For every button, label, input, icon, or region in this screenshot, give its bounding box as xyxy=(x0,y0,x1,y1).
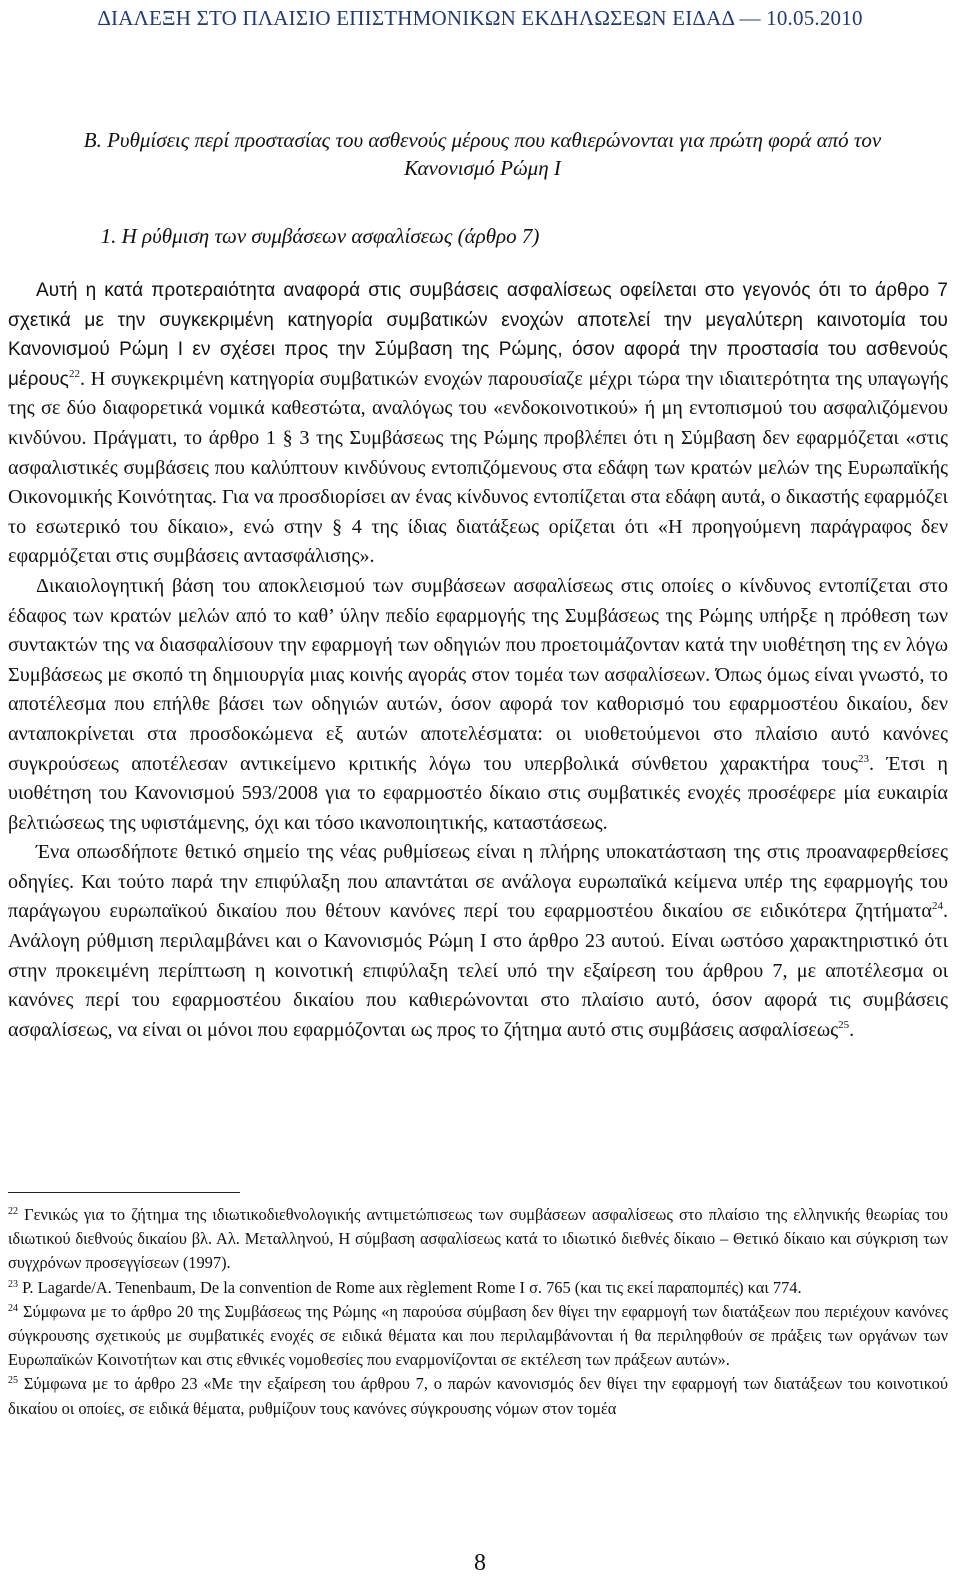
footnote-number: 25 xyxy=(8,1375,18,1387)
footnote xyxy=(8,1276,948,1300)
footnote-text: Σύμφωνα με το άρθρο 23 «Με την εξαίρεση του άρθρου 7, ο παρών κανονισμός δεν θίγει την εφαρμογή των διατάξεων του κοινοτικού δικαίου οι οποίες, σε ειδικά θέματα, ρυθμίζουν τους κανόνες σύγκρουσης νόμων στον τομέα xyxy=(8,1374,948,1418)
footnote xyxy=(8,1372,948,1420)
page-number: 8 xyxy=(474,1550,486,1576)
footnote-ref-22: 22 xyxy=(68,367,80,380)
subsection-title: 1. Η ρύθμιση των συμβάσεων ασφαλίσεως (άρθρο 7) xyxy=(100,224,540,248)
paragraph-1-sans-text: Αυτή η κατά προτεραιότητα αναφορά στις συμβάσεις ασφαλίσεως οφείλεται στο γεγονός ότι το άρθρο 7 σχετικά με την συγκεκριμένη κατηγορία συμβατικών ενοχών αποτελεί την μεγαλύτερη καινοτομία του Κανονισμού Ρώμη Ι εν σχέσει προς την Σύμβαση της Ρώμης, όσον αφορά την προστασία του ασθενούς μέρους xyxy=(8,280,948,390)
section-title: Β. Ρυθμίσεις περί προστασίας του ασθενούς μέρους που καθιερώνονται για πρώτη φορά από τον Κανονισμό Ρώμη Ι xyxy=(83,128,882,180)
body-text xyxy=(8,276,948,1045)
footnote-number: 22 xyxy=(8,1206,18,1217)
paragraph-2 xyxy=(8,572,948,838)
footnote-text: Σύμφωνα με το άρθρο 20 της Συμβάσεως της Ρώμης «η παρούσα σύμβαση δεν θίγει την εφαρμογή των διατάξεων που περιέχουν κανόνες σύγκρουσης σχετικούς με συμβατικές ενοχές σε ειδικά θέματα και που περιλαμβάνονται ή θα περιληφθούν σε πράξεις των οργάνων των Ευρωπαϊκών Κοινοτήτων και στις εθνικές νομοθεσίες που εναρμονίζονται σε εκτέλεση των πράξεων αυτών». xyxy=(8,1301,948,1370)
paragraph-3-end: . xyxy=(849,1018,855,1041)
footnotes xyxy=(8,1203,948,1421)
footnote xyxy=(8,1300,948,1373)
paragraph-2-rest: . Έτσι η υιοθέτηση του Κανονισμού 593/2008 για το εφαρμοστέο δίκαιο στις συμβατικές ενοχές προσέφερε μία ευκαιρία βελτιώσεως της υφιστάμενης, όχι και τόσο ικανοποιητικής, καταστάσεως. xyxy=(8,752,948,834)
paragraph-3 xyxy=(8,838,948,1045)
footnote xyxy=(8,1203,948,1276)
footnote-ref-24: 24 xyxy=(931,900,943,913)
footnote-divider xyxy=(8,1192,240,1193)
paragraph-3-mid: . Ανάλογη ρύθμιση περιλαμβάνει και ο Κανονισμός Ρώμη Ι στο άρθρο 23 αυτού. Είναι ωστόσο χαρακτηριστικό ότι στην προκειμένη περίπτωση η κοινοτική επιφύλαξη τελεί υπό την εξαίρεση του άρθρου 7, με αποτέλεσμα οι κανόνες περί του εφαρμοστέου δικαίου που καθιερώνονται στο πλαίσιο αυτό, όσον αφορά τις συμβάσεις ασφαλίσεως, να είναι οι μόνοι που εφαρμόζονται ως προς το ζήτημα αυτό στις συμβάσεις ασφαλίσεως xyxy=(8,900,948,1041)
paragraph-1 xyxy=(8,276,948,572)
footnote-ref-23: 23 xyxy=(857,752,869,765)
footnote-number: 24 xyxy=(8,1302,18,1314)
paragraph-1-rest: . Η συγκεκριμένη κατηγορία συμβατικών ενοχών παρουσίαζε μέχρι τώρα την ιδιαιτερότητα της υπαγωγής της σε δύο διαφορετικά νομικά καθεστώτα, αναλόγως του «ενδοκοινοτικού» ή μη εντοπισμού του ασφαλιζόμενου κινδύνου. Πράγματι, το άρθρο 1 § 3 της Συμβάσεως της Ρώμης προβλέπει ότι η Σύμβαση δεν εφαρμόζεται «στις ασφαλιστικές συμβάσεις που καλύπτουν κινδύνους εντοπιζόμενους στα εδάφη των κρατών μελών της Ευρωπαϊκής Οικονομικής Κοινότητας. Για να προσδιορίσει αν ένας κίνδυνος εντοπίζεται στα εδάφη αυτά, ο δικαστής εφαρμόζει το εσωτερικό του δίκαιο», ενώ στην § 4 της ίδιας διατάξεως ορίζεται ότι «Η προηγούμενη παράγραφος δεν εφαρμόζεται στις συμβάσεις αντασφάλισης». xyxy=(8,367,948,568)
page-header: ΔΙΑΛΕΞΗ ΣΤΟ ΠΛΑΙΣΙΟ ΕΠΙΣΤΗΜΟΝΙΚΩΝ ΕΚΔΗΛΩΣΕΩΝ ΕΙΔΑΔ — 10.05.2010 xyxy=(97,6,863,30)
footnote-text: Γενικώς για το ζήτημα της ιδιωτικοδιεθνολογικής αντιμετώπισεως των συμβάσεων ασφαλίσεως στο πλαίσιο της ελληνικής θεωρίας του ιδιωτικού διεθνούς δικαίου βλ. Αλ. Μεταλληνού, Η σύμβαση ασφαλίσεως κατά το ιδιωτικό διεθνές δίκαιο – Θετικό δίκαιο και σύγκριση των συγχρόνων προσεγγίσεων (1997). xyxy=(8,1205,948,1273)
footnote-number: 23 xyxy=(8,1278,18,1290)
footnote-text: P. Lagarde/A. Tenenbaum, De la convention de Rome aux règlement Rome I σ. 765 (και τις εκεί παραπομπές) και 774. xyxy=(22,1277,802,1297)
paragraph-2-text: Δικαιολογητική βάση του αποκλεισμού των συμβάσεων ασφαλίσεως στις οποίες ο κίνδυνος εντοπίζεται στο έδαφος των κρατών μελών από το καθ’ ύλην πεδίο εφαρμογής της Συμβάσεως της Ρώμης υπήρξε η πρόθεση των συντακτών της να διασφαλίσουν την εφαρμογή των οδηγιών που προετοιμάζονταν κατά την υιοθέτηση της εν λόγω Συμβάσεως με σκοπό τη δημιουργία μιας κοινής αγοράς στον τομέα των ασφαλίσεων. Όπως όμως είναι γνωστό, το αποτέλεσμα που επήλθε βάσει των οδηγιών αυτών, όσον αφορά τον καθορισμό του εφαρμοστέου δικαίου, δεν ανταποκρίνεται στα προσδοκώμενα εξ αυτών αποτελέσματα: οι υιοθετούμενοι στο πλαίσιο αυτό κανόνες συγκρούσεως αποτέλεσαν αντικείμενο κριτικής λόγω του υπερβολικά σύνθετου χαρακτήρα τους xyxy=(8,574,948,775)
paragraph-3-text: Ένα οπωσδήποτε θετικό σημείο της νέας ρυθμίσεως είναι η πλήρης υποκατάσταση της στις προαναφερθείσες οδηγίες. Και τούτο παρά την επιφύλαξη που απαντάται σε ανάλογα ευρωπαϊκά κείμενα υπέρ της εφαρμογής του παράγωγου ευρωπαϊκού δικαίου που θέτουν κανόνες περί του εφαρμοστέου δικαίου σε ειδικότερα ζητήματα xyxy=(8,841,948,923)
footnote-ref-25: 25 xyxy=(838,1018,850,1031)
